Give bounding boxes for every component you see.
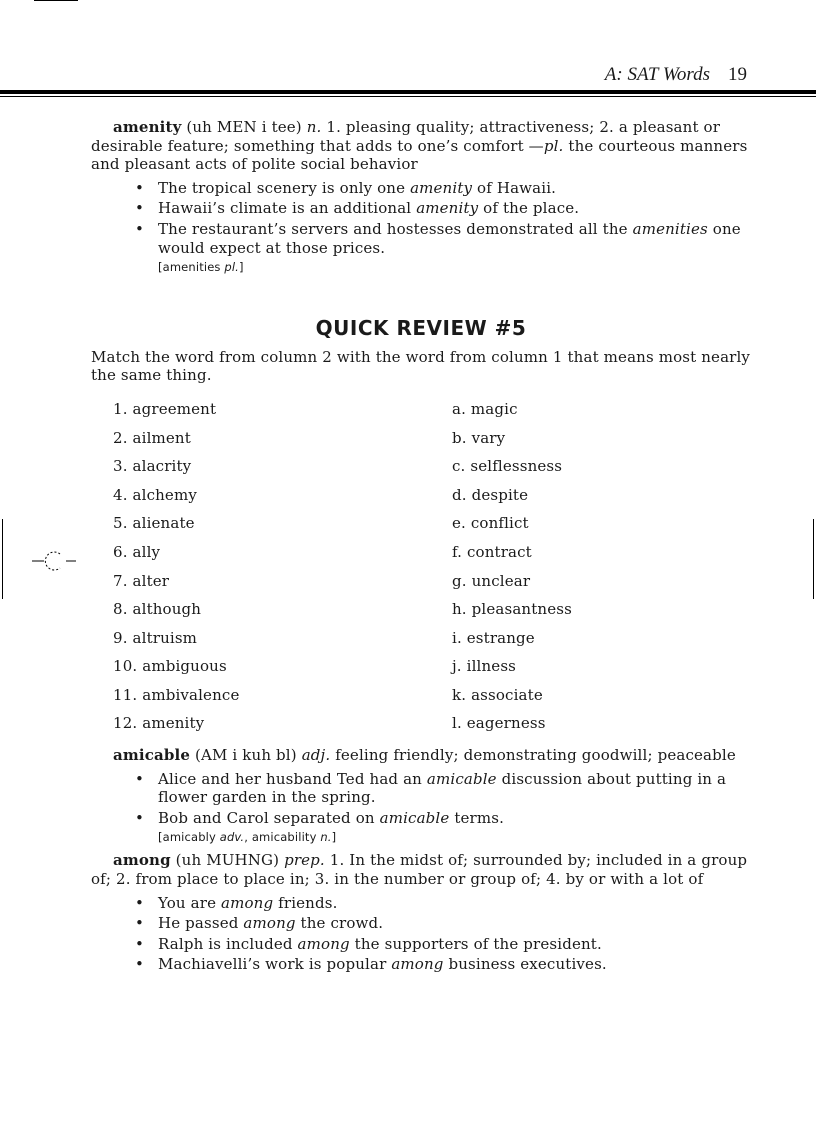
column2-item: i. estrange xyxy=(452,628,535,647)
example-list xyxy=(91,179,751,257)
column2-item: j. illness xyxy=(452,657,517,676)
column1-item: 7. alter xyxy=(113,571,170,590)
matching-exercise xyxy=(91,400,751,743)
column1-item: 10. ambiguous xyxy=(113,657,227,676)
column1-item: 2. ailment xyxy=(113,428,191,447)
entry-among xyxy=(91,851,751,974)
example-list xyxy=(91,770,751,828)
example-sentence: • The tropical scenery is only one amenity of Hawaii. xyxy=(135,179,751,198)
example-sentence: • He passed among the crowd. xyxy=(135,914,751,933)
match-row xyxy=(91,457,751,486)
pronunciation: (uh MEN i tee) xyxy=(186,118,302,136)
crop-line-top xyxy=(34,0,78,1)
page-number: 19 xyxy=(728,64,747,85)
column1-item: 4. alchemy xyxy=(113,485,197,504)
example-sentence: • Machiavelli’s work is popular among business executives. xyxy=(135,955,751,974)
match-row xyxy=(91,429,751,458)
pronunciation: (uh MUHNG) xyxy=(175,851,280,870)
part-of-speech: prep. xyxy=(284,851,325,870)
column2-item: b. vary xyxy=(452,428,506,447)
match-row xyxy=(91,657,751,686)
column1-item: 6. ally xyxy=(113,542,161,561)
word-forms: [amenities pl.] xyxy=(158,260,244,275)
column2-item: e. conflict xyxy=(452,514,529,533)
match-row xyxy=(91,400,751,429)
column2-item: k. associate xyxy=(452,685,543,704)
example-sentence: • Bob and Carol separated on amicable terms. xyxy=(135,809,751,828)
registration-mark-icon xyxy=(30,549,78,573)
column1-item: 3. alacrity xyxy=(113,457,192,476)
page-body xyxy=(91,118,751,976)
word-forms: [amicably adv., amicability n.] xyxy=(158,830,337,845)
header-rule-thin xyxy=(0,96,816,97)
match-row xyxy=(91,714,751,743)
quick-review-instructions: Match the word from column 2 with the word from column 1 that means most nearly the same thing. xyxy=(91,347,751,385)
example-sentence: • Ralph is included among the supporters of the president. xyxy=(135,935,751,954)
column2-item: c. selflessness xyxy=(452,457,563,476)
column2-item: g. unclear xyxy=(452,571,531,590)
match-row xyxy=(91,543,751,572)
column2-item: h. pleasantness xyxy=(452,600,572,619)
match-row xyxy=(91,486,751,515)
example-sentence: • Alice and her husband Ted had an amicable discussion about putting in a flower garden in the spring. xyxy=(135,770,751,807)
column1-item: 12. amenity xyxy=(113,714,205,733)
column2-item: f. contract xyxy=(452,542,532,561)
match-row xyxy=(91,514,751,543)
definition-text: 1. pleasing quality; attractiveness; 2. a pleasant or desirable feature; something that adds to one’s comfort — xyxy=(91,118,721,155)
headword: among xyxy=(113,851,171,870)
part-of-speech: n. xyxy=(306,118,322,136)
entry-amicable xyxy=(91,746,751,845)
example-list xyxy=(91,894,751,974)
definition-text: the courteous manners and pleasant acts of polite social behavior xyxy=(91,136,748,174)
example-sentence: • Hawaii’s climate is an additional amenity of the place. xyxy=(135,199,751,218)
entry-definition xyxy=(91,851,751,888)
plural-label: pl. xyxy=(543,136,564,155)
part-of-speech: adj. xyxy=(301,746,331,765)
match-row xyxy=(91,686,751,715)
definition-text: feeling friendly; demonstrating goodwill; peaceable xyxy=(335,746,736,765)
section-title: A: SAT Words xyxy=(604,64,710,85)
header-rule-thick xyxy=(0,90,816,94)
example-sentence: • You are among friends. xyxy=(135,894,751,913)
running-header xyxy=(0,64,747,86)
headword: amenity xyxy=(113,118,182,136)
entry-definition xyxy=(91,118,751,174)
column1-item: 5. alienate xyxy=(113,514,195,533)
definition-text: 1. In the midst of; surrounded by; included in a group of; 2. from place to place in; 3. in the number or group of; 4. by or with a lot of xyxy=(91,851,748,889)
headword: amicable xyxy=(113,746,191,765)
column1-item: 11. ambivalence xyxy=(113,685,240,704)
column2-item: l. eagerness xyxy=(452,714,546,733)
column1-item: 9. altruism xyxy=(113,628,198,647)
match-row xyxy=(91,572,751,601)
column1-item: 8. although xyxy=(113,600,202,619)
left-margin-mark xyxy=(2,519,3,599)
right-margin-mark xyxy=(813,519,814,599)
column1-item: 1. agreement xyxy=(113,399,217,418)
column2-item: a. magic xyxy=(452,399,518,418)
entry-amenity xyxy=(91,118,751,275)
quick-review-title: QUICK REVIEW #5 xyxy=(315,316,527,341)
match-row xyxy=(91,600,751,629)
column2-item: d. despite xyxy=(452,485,529,504)
example-sentence: • The restaurant’s servers and hostesses demonstrated all the amenities one would expect at those prices. xyxy=(135,220,751,257)
entry-definition xyxy=(91,746,751,765)
pronunciation: (AM i kuh bl) xyxy=(195,746,297,765)
match-row xyxy=(91,629,751,658)
